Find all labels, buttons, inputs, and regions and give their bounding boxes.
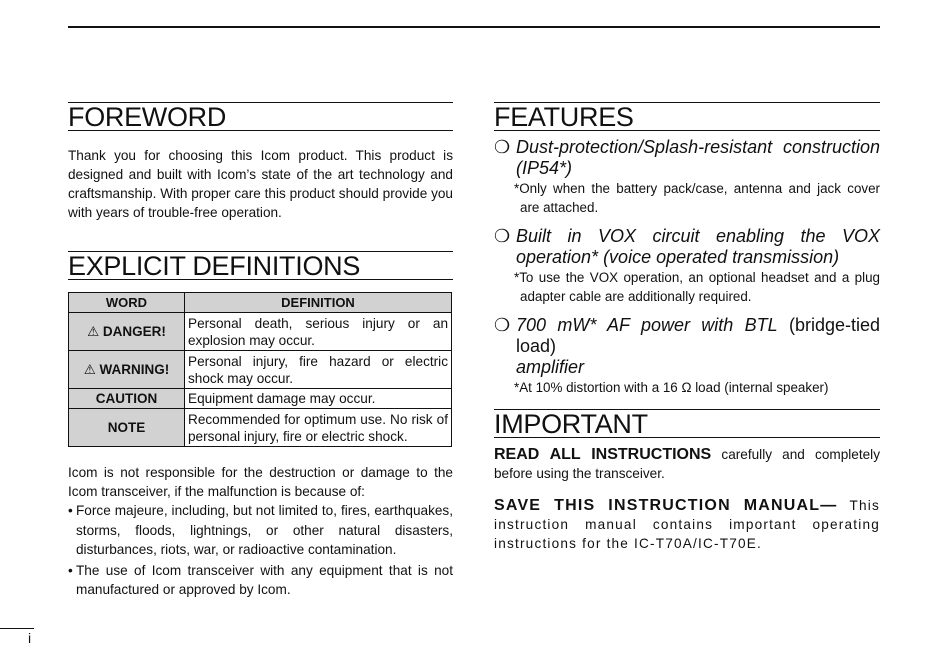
table-row	[69, 409, 452, 447]
bullet-icon: •	[68, 503, 73, 518]
caution-definition: Equipment damage may occur.	[185, 389, 452, 409]
definitions-title: EXPLICIT DEFINITIONS	[68, 251, 453, 280]
page-marker-rule	[0, 628, 34, 629]
list-item	[68, 561, 453, 600]
danger-word: ⚠ DANGER!	[69, 313, 185, 351]
feature-title: Built in VOX circuit enabling the VOX operation* (voice operated transmission)	[516, 226, 880, 267]
feature-item	[494, 315, 880, 378]
top-rule	[68, 26, 880, 28]
header-definition: DEFINITION	[185, 293, 452, 313]
list-item	[68, 501, 453, 560]
warning-word: ⚠ WARNING!	[69, 351, 185, 389]
table-row	[69, 351, 452, 389]
danger-definition: Personal death, serious injury or an explosion may occur.	[185, 313, 452, 351]
important-title: IMPORTANT	[494, 409, 880, 438]
disclaimer-list	[68, 501, 453, 600]
bullet-icon: •	[68, 562, 73, 578]
disclaimer-intro: Icom is not responsible for the destruction or damage to the Icom transceiver, if the malfunction is because of:	[68, 465, 453, 499]
definitions-table	[68, 292, 452, 447]
bullet-text: The use of Icom transceiver with any equipment that is not manufactured or approved by Icom.	[76, 562, 453, 597]
feature-note: *At 10% distortion with a 16 Ω load (internal speaker)	[514, 380, 829, 395]
feature-title: 700 mW* AF power with BTL (bridge-tied load) amplifier	[516, 315, 880, 377]
open-circle-icon: ❍	[494, 315, 511, 335]
bullet-text: Force majeure, including, but not limited to, fires, earthquakes, storms, floods, lightnings, or other natural disasters, disturbances, riots, war, or radioactive contamination.	[76, 503, 453, 557]
important-read-all: READ ALL INSTRUCTIONS carefully and completely before using the transceiver.	[494, 446, 881, 481]
important-save-manual: SAVE THIS INSTRUCTION MANUAL— This instruction manual contains important operating instructions for the IC-T70A/IC-T70E.	[494, 497, 880, 551]
right-column	[494, 102, 880, 553]
page-number: i	[28, 630, 32, 646]
feature-item	[494, 137, 880, 179]
feature-title: Dust-protection/Splash-resistant construction (IP54*)	[516, 137, 880, 178]
feature-note: *To use the VOX operation, an optional headset and a plug adapter cable are additionally required.	[514, 270, 880, 304]
feature-note: *Only when the battery pack/case, antenna and jack cover are attached.	[514, 181, 880, 215]
table-header-row	[69, 293, 452, 313]
left-column	[68, 102, 453, 601]
warning-definition: Personal injury, fire hazard or electric shock may occur.	[185, 351, 452, 389]
note-definition: Recommended for optimum use. No risk of personal injury, fire or electric shock.	[185, 409, 452, 447]
foreword-title: FOREWORD	[68, 102, 453, 131]
foreword-text: Thank you for choosing this Icom product. This product is designed and built with Icom’s state of the art technology and craftsmanship. With proper care this product should provide you with years of trouble-free operation.	[68, 148, 453, 220]
note-word: NOTE	[69, 409, 185, 447]
feature-item	[494, 226, 880, 268]
features-title: FEATURES	[494, 102, 880, 131]
caution-word: CAUTION	[69, 389, 185, 409]
open-circle-icon: ❍	[494, 137, 511, 157]
header-word: WORD	[69, 293, 185, 313]
table-row	[69, 313, 452, 351]
table-row	[69, 389, 452, 409]
open-circle-icon: ❍	[494, 226, 511, 246]
